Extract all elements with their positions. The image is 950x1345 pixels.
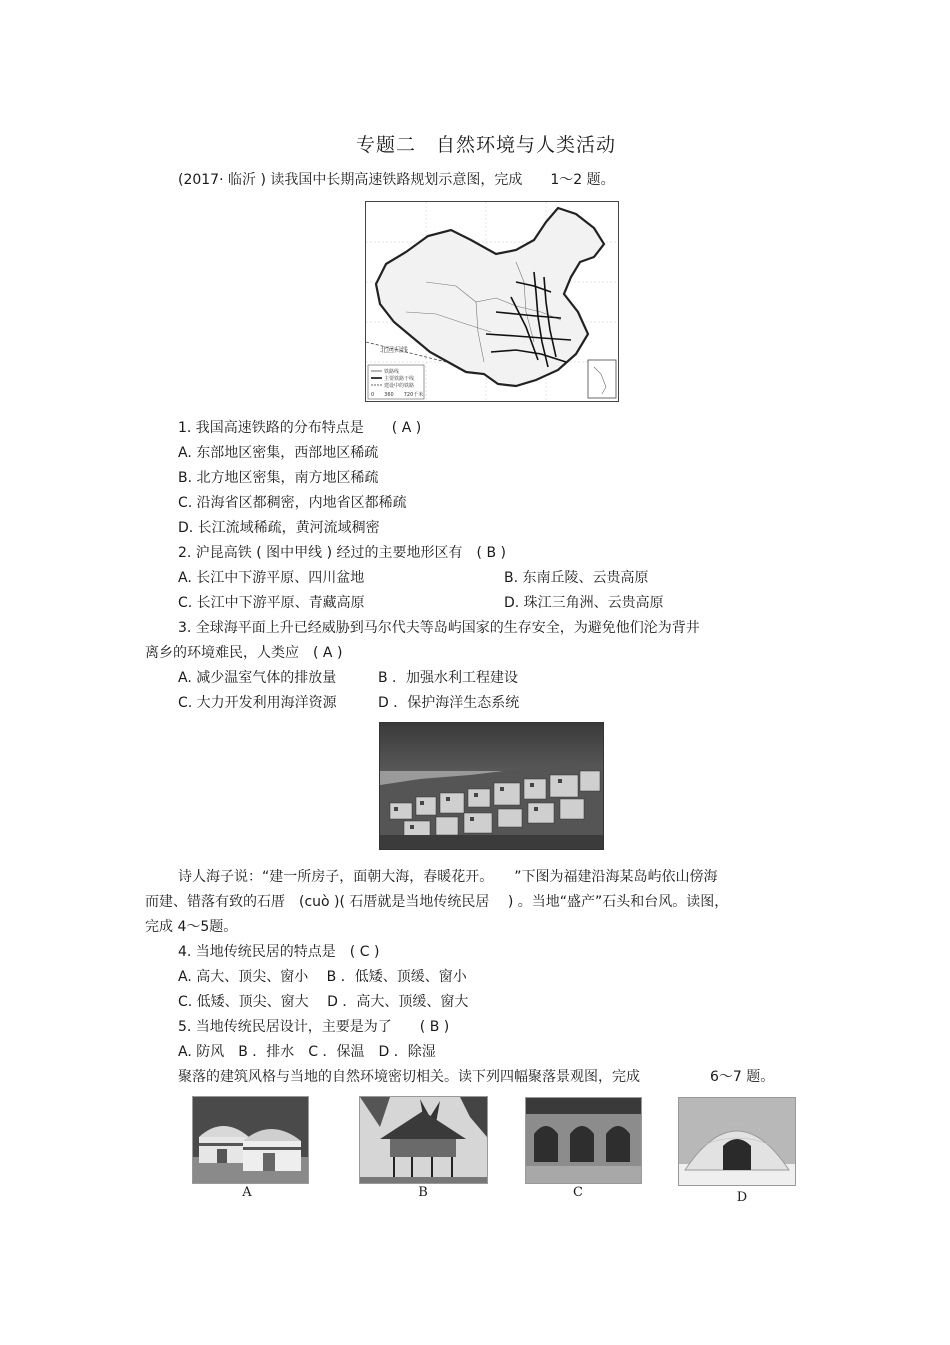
- legend-item-1: 主要铁路干线: [384, 376, 415, 382]
- island-village-photo: [379, 722, 604, 850]
- q3-stem-cont: 离乡的环境难民，人类应 ( A ): [145, 645, 343, 661]
- q2-option-a: A. 长江中下游平原、四川盆地: [178, 570, 365, 586]
- photo-a-yurts: [192, 1096, 309, 1184]
- cave-dwelling-graphic: [526, 1098, 641, 1183]
- q3-option-b: B ．加强水利工程建设: [378, 670, 519, 686]
- q2-option-c: C. 长江中下游平原、青藏高原: [178, 595, 365, 611]
- q45-intro-line3: 完成 4～5题。: [145, 919, 238, 935]
- q1-option-b: B. 北方地区密集，南方地区稀疏: [178, 470, 379, 486]
- legend-item-0: 铁路线: [384, 369, 400, 375]
- railway-map: [365, 201, 619, 402]
- q3-option-d: D ．保护海洋生态系统: [378, 695, 520, 711]
- q4-options-row2: C. 低矮、顶尖、窗大 D ．高大、顶缓、窗大: [178, 994, 469, 1010]
- q5-stem: 5. 当地传统民居设计，主要是为了 ( B ): [178, 1019, 450, 1035]
- photo-b-stilt-house: [359, 1096, 488, 1184]
- q1-option-c: C. 沿海省区都稠密，内地省区都稀疏: [178, 495, 407, 511]
- q3-option-a: A. 减少温室气体的排放量: [178, 670, 337, 686]
- q45-intro-line2: 而建、错落有致的石厝 (cuò )( 石厝就是当地传统民居 ) 。当地“盛产”石头和台风。读图，: [145, 894, 729, 910]
- q3-option-c: C. 大力开发利用海洋资源: [178, 695, 337, 711]
- q1-option-a: A. 东部地区密集，西部地区稀疏: [178, 445, 379, 461]
- q1-stem: 1. 我国高速铁路的分布特点是 ( A ): [178, 420, 422, 436]
- q5-options: A. 防风 B ．排水 C ．保温 D ．除湿: [178, 1044, 436, 1060]
- photo-d-igloo: [678, 1097, 796, 1186]
- yurt-graphic: [193, 1097, 308, 1183]
- q2-option-b: B. 东南丘陵、云贵高原: [504, 570, 649, 586]
- photo-label-a: A: [242, 1185, 252, 1200]
- q4-options-row1: A. 高大、顶尖、窗小 B ．低矮、顶缓、窗小: [178, 969, 467, 985]
- q1-option-d: D. 长江流域稀疏，黄河流域稠密: [178, 520, 380, 536]
- legend-scale: 0 360 720千米: [371, 392, 424, 398]
- q45-intro-line1: 诗人海子说：“建一所房子，面朝大海，春暖花开。 ”下图为福建沿海某岛屿依山傍海: [178, 869, 718, 885]
- photo-label-d: D: [736, 1190, 748, 1205]
- q12-intro: (2017· 临沂 ) 读我国中长期高速铁路规划示意图，完成 1～2 题。: [178, 172, 615, 188]
- q3-stem: 3. 全球海平面上升已经威胁到马尔代夫等岛屿国家的生存安全，为避免他们沦为背井: [178, 620, 700, 636]
- q2-option-d: D. 珠江三角洲、云贵高原: [504, 595, 664, 611]
- legend-item-2: 建设中的铁路: [384, 383, 415, 389]
- photo-c-cave-dwelling: [525, 1097, 642, 1184]
- tropic-label: 北回归线: [380, 346, 408, 354]
- stilt-house-graphic: [360, 1097, 487, 1183]
- china-map-graphic: [366, 202, 618, 401]
- photo-label-b: B: [418, 1185, 428, 1200]
- page-title: 专题二 自然环境与人类活动: [356, 134, 617, 156]
- photo-label-c: C: [573, 1185, 583, 1200]
- stone-houses-graphic: [380, 723, 603, 849]
- q67-intro: 聚落的建筑风格与当地的自然环境密切相关。读下列四幅聚落景观图，完成 6～7 题。: [178, 1069, 775, 1085]
- q4-stem: 4. 当地传统民居的特点是 ( C ): [178, 944, 380, 960]
- igloo-graphic: [679, 1098, 795, 1185]
- q2-stem: 2. 沪昆高铁 ( 图中甲线 ) 经过的主要地形区有 ( B ): [178, 545, 506, 561]
